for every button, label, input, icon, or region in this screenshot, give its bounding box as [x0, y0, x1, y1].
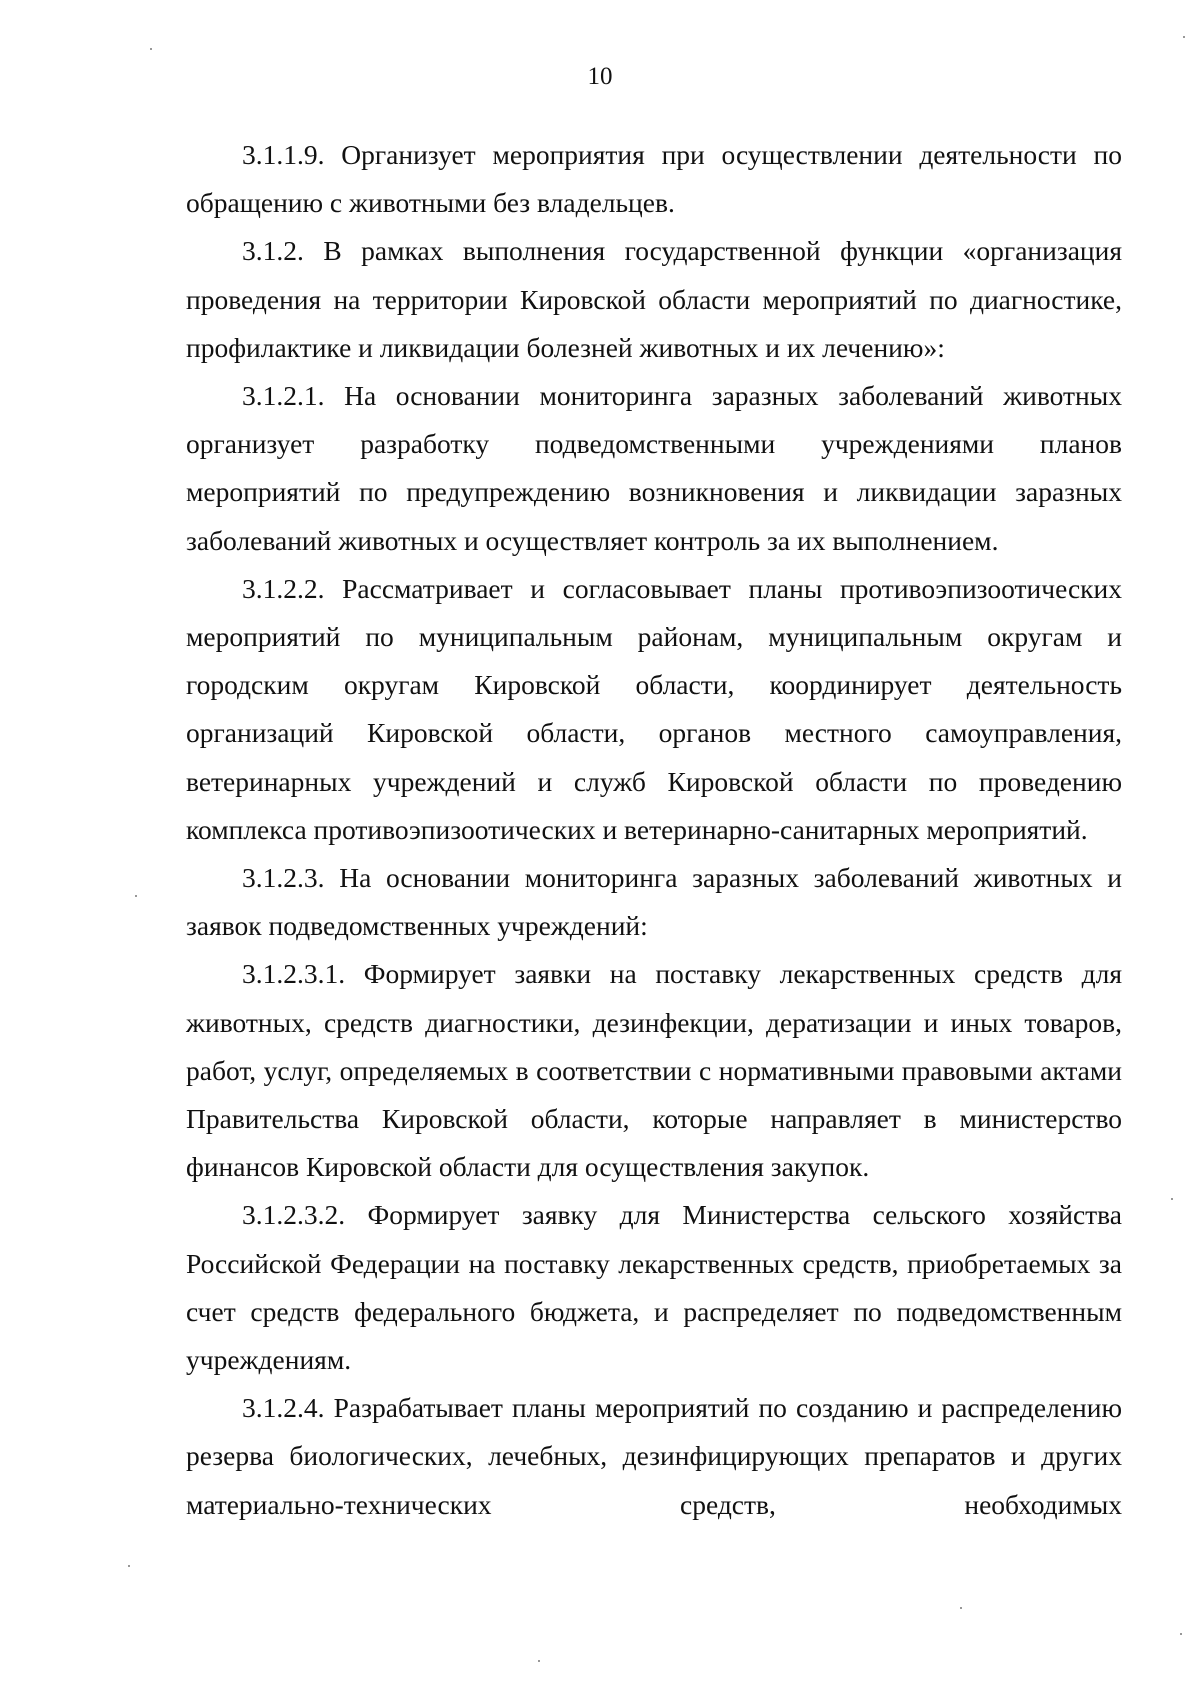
scan-speck — [1180, 1633, 1182, 1635]
paragraph-3-1-2-3: 3.1.2.3. На основании мониторинга заразных заболеваний животных и заявок подведомственных учреждений: — [186, 862, 1122, 942]
document-body — [186, 131, 1122, 1529]
scan-speck — [1171, 1198, 1173, 1200]
paragraph-3-1-1-9: 3.1.1.9. Организует мероприятия при осуществлении деятельности по обращению с животными без владельцев. — [186, 139, 1122, 219]
scan-speck — [135, 895, 137, 897]
paragraph-3-1-2-4: 3.1.2.4. Разрабатывает планы мероприятий по созданию и распределению резерва биологических, лечебных, дезинфицирующих препаратов и других материально-технических средств, необходимых — [186, 1392, 1122, 1520]
scan-speck — [960, 1607, 962, 1609]
scan-speck — [538, 1660, 540, 1662]
paragraph-3-1-2-3-1: 3.1.2.3.1. Формирует заявки на поставку лекарственных средств для животных, средств диагностики, дезинфекции, дератизации и иных товаров, работ, услуг, определяемых в соответствии с нормативными правовыми актами Правительства Кировской области, которые направляет в министерство финансов Кировской области для осуществления закупок. — [186, 958, 1122, 1183]
paragraph-3-1-2: 3.1.2. В рамках выполнения государственной функции «организация проведения на территории Кировской области мероприятий по диагностике, профилактике и ликвидации болезней животных и их лечению»: — [186, 235, 1122, 363]
paragraph-3-1-2-2: 3.1.2.2. Рассматривает и согласовывает планы противоэпизоотических мероприятий по муниципальным районам, муниципальным округам и городским округам Кировской области, координирует деятельность организаций Кировской области, органов местного самоуправления, ветеринарных учреждений и служб Кировской области по проведению комплекса противоэпизоотических и ветеринарно-санитарных мероприятий. — [186, 572, 1122, 845]
paragraph-3-1-2-1: 3.1.2.1. На основании мониторинга заразных заболеваний животных организует разработку подведомственными учреждениями планов мероприятий по предупреждению возникновения и ликвидации заразных заболеваний животных и осуществляет контроль за их выполнением. — [186, 380, 1122, 556]
scan-speck — [150, 48, 152, 50]
scan-speck — [1183, 36, 1185, 38]
paragraph-3-1-2-3-2: 3.1.2.3.2. Формирует заявку для Министерства сельского хозяйства Российской Федерации на поставку лекарственных средств, приобретаемых за счет средств федерального бюджета, и распределяет по подведомственным учреждениям. — [186, 1199, 1122, 1376]
scan-speck — [128, 1565, 130, 1567]
page-number: 10 — [587, 63, 613, 90]
